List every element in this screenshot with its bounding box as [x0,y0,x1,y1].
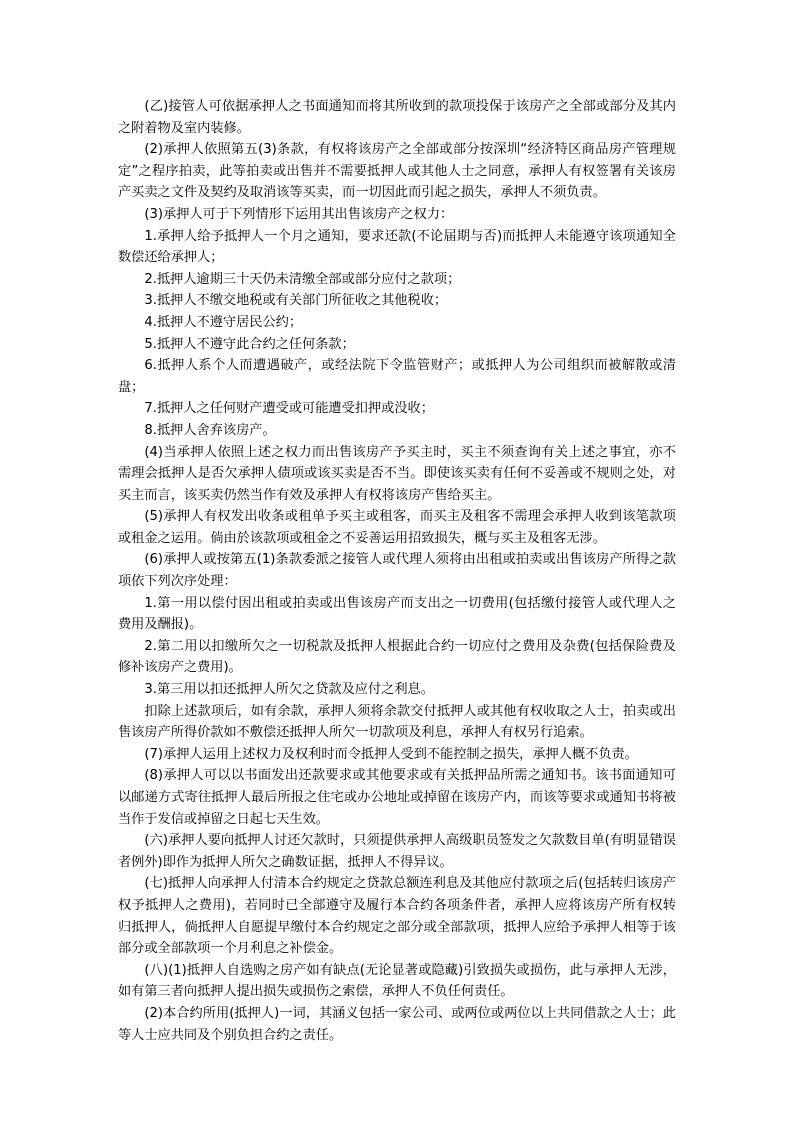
paragraph-liability: (7)承押人运用上述权力及权利时而令抵押人受到不能控制之损失，承押人概不负责。 [144,746,638,762]
document-page [118,96,676,1046]
list-item-condition-8: 8.抵押人舍弃该房产。 [144,422,276,438]
paragraph-sale-conditions-heading: (3)承押人可于下列情形下运用其出售该房产之权力： [144,206,454,222]
paragraph-notice: (8)承押人可以以书面发出还款要求或其他要求或有关抵押品所需之通知书。该书面通知可以邮递方式寄往抵押人最后所报之住宅或办公地址或掉留在该房产内，而该等要求或通知书将被当作于发信或掉留之日起七天生效。 [118,768,676,827]
list-item-condition-3: 3.抵押人不缴交地税或有关部门所征收之其他税收； [144,293,448,309]
paragraph-surplus: 扣除上述款项后，如有余款，承押人须将余款交付抵押人或其他有权收取之人士，拍卖或出售该房产所得价款如不敷偿还抵押人所欠一切款项及利息，承押人有权另行追索。 [118,703,676,741]
paragraph-receiver-insurance: (乙)接管人可依据承押人之书面通知而将其所收到的款项投保于该房产之全部或部分及其内之附着物及室内装修。 [118,99,676,136]
list-item-condition-1: 1.承押人给予抵押人一个月之通知，要求还款(不论届期与否)而抵押人未能遵守该项通知全数偿还给承押人； [118,228,676,266]
paragraph-buyer-protection: (4)当承押人依照上述之权力而出售该房产予买主时，买主不须查询有关上述之事宜，亦不需理会抵押人是否欠承押人债项或该买卖是否不当。即使该买卖有任何不妥善或不规则之处，对买主而言，该买卖仍然当作有效及承押人有权将该房产售给买主。 [118,444,676,503]
paragraph-proceeds-order: (6)承押人或按第五(1)条款委派之接管人或代理人须将由出租或拍卖或出售该房产所得之款项依下列次序处理： [118,552,676,590]
paragraph-clause-eight-2: (2)本合约所用(抵押人)一词，其涵义包括一家公司、或两位或两位以上共同借款之人士；此等人士应共同及个别负担合约之责任。 [118,1005,676,1043]
paragraph-clause-seven: (七)抵押人向承押人付清本合约规定之贷款总额连利息及其他应付款项之后(包括转归该房产权予抵押人之费用)，若同时已全部遵守及履行本合约各项条件者，承押人应将该房产所有权转归抵押人，倘抵押人自愿提早缴付本合约规定之部分或全部款项，抵押人应给予承押人相等于该部分或全部款项一个月利息之补偿金。 [118,876,676,957]
paragraph-clause-six: (六)承押人要向抵押人讨还欠款时，只须提供承押人高级职员签发之欠款数目单(有明显错误者例外)即作为抵押人所欠之确数证据，抵押人不得异议。 [118,833,676,870]
list-item-proceeds-2: 2.第二用以扣缴所欠之一切税款及抵押人根据此合约一切应付之费用及杂费(包括保险费及修补该房产之费用)。 [118,638,676,676]
list-item-proceeds-3: 3.第三用以扣还抵押人所欠之贷款及应付之利息。 [144,682,434,698]
paragraph-receipts: (5)承押人有权发出收条或租单予买主或租客，而买主及租客不需理会承押人收到该笔款项或租金之运用。倘由於该款项或租金之不妥善运用招致损失，概与买主及租客无涉。 [118,509,676,546]
paragraph-clause-eight-1: (八)(1)抵押人自选购之房产如有缺点(无论显著或隐藏)引致损失或损伤，此与承押人无涉，如有第三者向抵押人提出损失或损伤之索偿，承押人不负任何责任。 [118,962,676,1000]
list-item-condition-7: 7.抵押人之任何财产遭受或可能遭受扣押或没收； [144,401,434,417]
list-item-condition-5: 5.抵押人不遵守此合约之任何条款； [144,336,355,352]
paragraph-auction-right: (2)承押人依照第五(3)条款，有权将该房产之全部或部分按深圳“经济特区商品房产管理规定”之程序拍卖，此等拍卖或出售并不需要抵押人或其他人士之同意，承押人有权签署有关该房产买卖之文件及契约及取消该等买卖，而一切因此而引起之损失，承押人不须负责。 [118,142,676,201]
list-item-condition-4: 4.抵押人不遵守居民公约； [144,314,303,330]
list-item-proceeds-1: 1.第一用以偿付因出租或拍卖或出售该房产而支出之一切费用(包括缴付接管人或代理人之费用及酬报)。 [118,595,676,633]
list-item-condition-6: 6.抵押人系个人而遭遇破产，或经法院下令监管财产；或抵押人为公司组织而被解散或清盘； [118,358,676,395]
list-item-condition-2: 2.抵押人逾期三十天仍未清缴全部或部分应付之款项； [144,271,461,287]
